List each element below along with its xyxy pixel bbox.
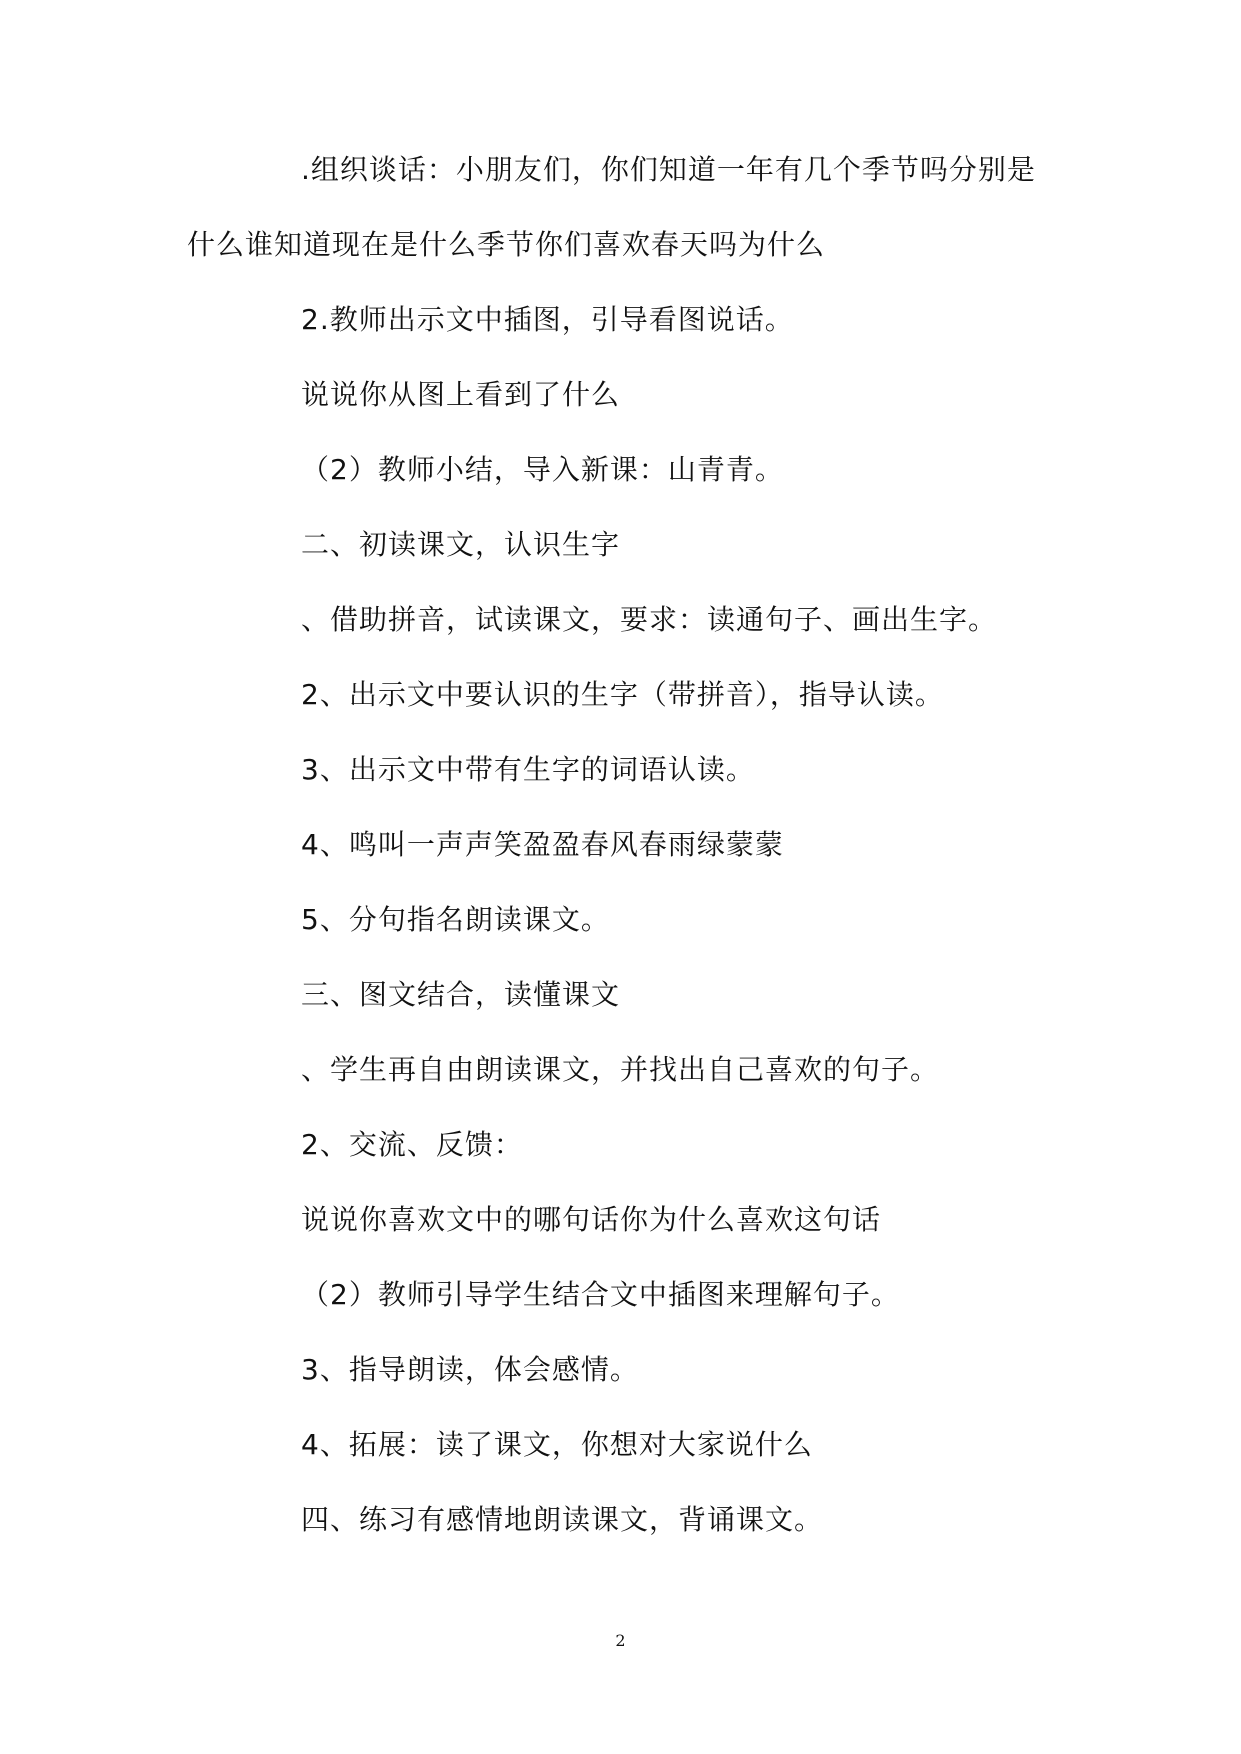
paragraph-18: 4、拓展：读了课文，你想对大家说什么 — [301, 1428, 813, 1461]
paragraph-4: 说说你从图上看到了什么 — [301, 378, 621, 411]
paragraph-13: 、学生再自由朗读课文，并找出自己喜欢的句子。 — [301, 1053, 940, 1086]
paragraph-15: 说说你喜欢文中的哪句话你为什么喜欢这句话 — [301, 1203, 882, 1236]
paragraph-2: 什么谁知道现在是什么季节你们喜欢春天吗为什么 — [187, 228, 826, 261]
paragraph-8: 2、出示文中要认识的生字（带拼音），指导认读。 — [301, 678, 944, 711]
section-heading-2: 二、初读课文，认识生字 — [301, 528, 621, 561]
paragraph-14: 2、交流、反馈： — [301, 1128, 523, 1161]
paragraph-5: （2）教师小结，导入新课：山青青。 — [301, 453, 784, 486]
section-heading-4: 四、练习有感情地朗读课文，背诵课文。 — [301, 1503, 824, 1536]
paragraph-7: 、借助拼音，试读课文，要求：读通句子、画出生字。 — [301, 603, 998, 636]
paragraph-1: .组织谈话：小朋友们，你们知道一年有几个季节吗分别是 — [301, 153, 1036, 186]
paragraph-11: 5、分句指名朗读课文。 — [301, 903, 610, 936]
paragraph-16: （2）教师引导学生结合文中插图来理解句子。 — [301, 1278, 900, 1311]
paragraph-10: 4、鸣叫一声声笑盈盈春风春雨绿蒙蒙 — [301, 828, 784, 861]
page-number: 2 — [615, 1631, 626, 1650]
section-heading-3: 三、图文结合，读懂课文 — [301, 978, 621, 1011]
paragraph-17: 3、指导朗读，体会感情。 — [301, 1353, 639, 1386]
paragraph-3: 2.教师出示文中插图，引导看图说话。 — [301, 303, 794, 336]
paragraph-9: 3、出示文中带有生字的词语认读。 — [301, 753, 755, 786]
